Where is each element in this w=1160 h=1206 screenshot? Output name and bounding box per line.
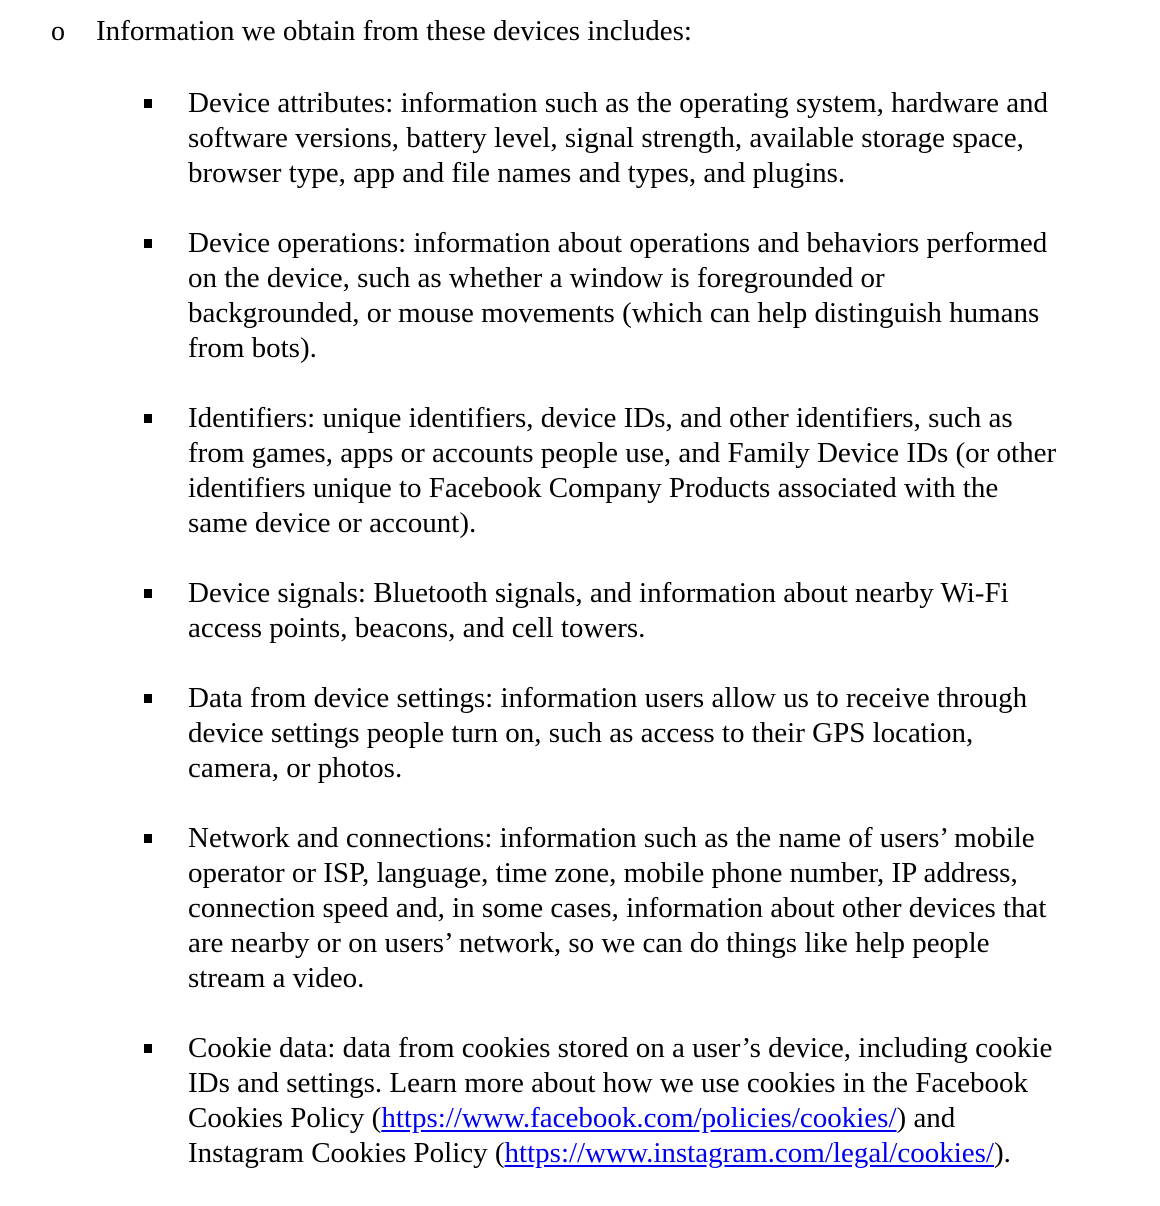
text-line: same device or account). [188, 507, 477, 539]
list-item-device-signals [0, 576, 1160, 646]
list-item-text [188, 401, 1123, 541]
text-segment: Instagram Cookies Policy ( [188, 1137, 505, 1169]
text-line: Device operations: information about operations and behaviors performed [188, 227, 1048, 259]
outer-bullet-marker: o [51, 16, 65, 47]
text-line: connection speed and, in some cases, information about other devices that [188, 892, 1047, 924]
text-line: are nearby or on users’ network, so we can do things like help people [188, 927, 990, 959]
text-segment: Cookies Policy ( [188, 1102, 382, 1134]
text-line [188, 1101, 1123, 1136]
text-line: from games, apps or accounts people use, and Family Device IDs (or other [188, 437, 1057, 469]
text-line: camera, or photos. [188, 752, 403, 784]
list-item-text [188, 821, 1123, 996]
list-item-text [188, 86, 1123, 191]
square-bullet-icon [144, 414, 152, 423]
list-item-device-settings [0, 681, 1160, 786]
list-item-text [188, 576, 1123, 646]
text-line: operator or ISP, language, time zone, mobile phone number, IP address, [188, 857, 1018, 889]
text-line: Network and connections: information such as the name of users’ mobile [188, 822, 1035, 854]
facebook-cookies-policy-link[interactable]: https://www.facebook.com/policies/cookies/ [381, 1102, 897, 1134]
text-line: Device signals: Bluetooth signals, and information about nearby Wi-Fi [188, 577, 1009, 609]
text-line: Identifiers: unique identifiers, device IDs, and other identifiers, such as [188, 402, 1013, 434]
list-item-identifiers [0, 401, 1160, 541]
text-line: Device attributes: information such as the operating system, hardware and [188, 87, 1049, 119]
list-item-text [188, 681, 1123, 786]
list-item-network-connections [0, 821, 1160, 996]
text-line: browser type, app and file names and types, and plugins. [188, 157, 846, 189]
instagram-cookies-policy-link[interactable]: https://www.instagram.com/legal/cookies/ [504, 1137, 994, 1169]
text-segment: ) and [896, 1102, 956, 1134]
text-line [188, 1136, 1123, 1171]
text-line: on the device, such as whether a window is foregrounded or [188, 262, 885, 294]
list-item-text [188, 1031, 1123, 1171]
square-bullet-icon [144, 589, 152, 598]
list-item-device-attributes [0, 86, 1160, 191]
text-line: Cookie data: data from cookies stored on a user’s device, including cookie [188, 1032, 1053, 1064]
text-line: backgrounded, or mouse movements (which can help distinguish humans [188, 297, 1040, 329]
square-bullet-icon [144, 99, 152, 108]
text-line: Data from device settings: information users allow us to receive through [188, 682, 1028, 714]
text-line: device settings people turn on, such as access to their GPS location, [188, 717, 974, 749]
text-line: identifiers unique to Facebook Company Products associated with the [188, 472, 999, 504]
text-line: from bots). [188, 332, 317, 364]
text-line: IDs and settings. Learn more about how we use cookies in the Facebook [188, 1067, 1028, 1099]
text-line: access points, beacons, and cell towers. [188, 612, 646, 644]
text-line: stream a video. [188, 962, 365, 994]
outer-item-text: Information we obtain from these devices includes: [96, 15, 692, 47]
text-line: software versions, battery level, signal strength, available storage space, [188, 122, 1024, 154]
list-item-cookie-data [0, 1031, 1160, 1171]
list-item-text [188, 226, 1123, 366]
square-bullet-icon [144, 694, 152, 703]
square-bullet-icon [144, 834, 152, 843]
sub-bullet-list [0, 86, 1160, 1206]
list-item-device-operations [0, 226, 1160, 366]
square-bullet-icon [144, 239, 152, 248]
text-segment: ). [993, 1137, 1011, 1169]
square-bullet-icon [144, 1044, 152, 1053]
